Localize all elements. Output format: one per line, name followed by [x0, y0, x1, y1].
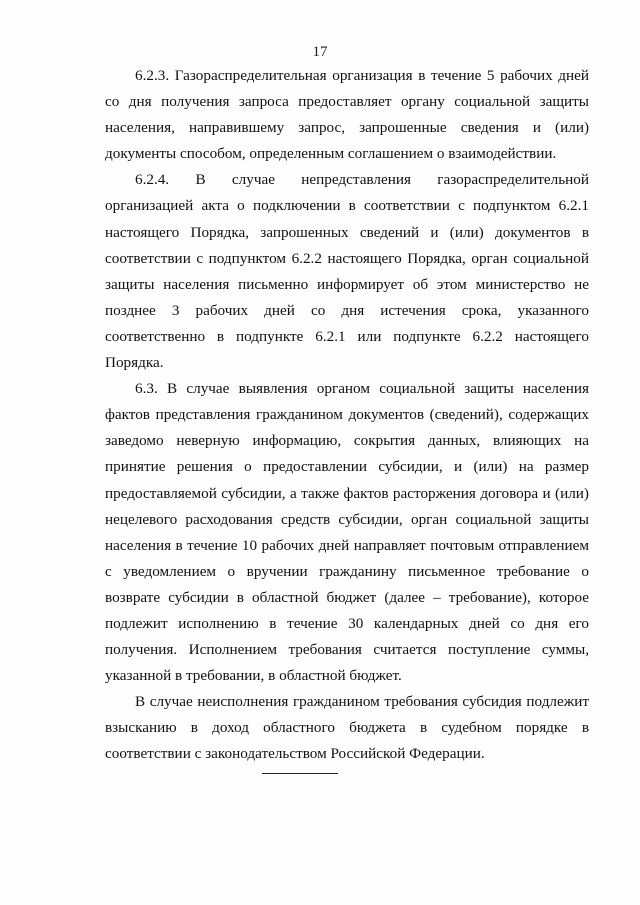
paragraph-6-2-3: 6.2.3. Газораспределительная организация в течение 5 рабочих дней со дня получения запроса предоставляет органу социальной защиты населения, направившему запрос, запрошенные сведения и (или) документы способом, определенным соглашением о взаимодействии.: [105, 67, 589, 163]
document-body: [105, 63, 589, 768]
paragraph-non-compliance: В случае неисполнения гражданином требования субсидия подлежит взысканию в доход областного бюджета в судебном порядке в соответствии с законодательством Российской Федерации.: [105, 693, 589, 763]
end-of-document-rule: [262, 773, 338, 774]
paragraph-6-3: 6.3. В случае выявления органом социальной защиты населения фактов представления гражданином документов (сведений), содержащих заведомо неверную информацию, сокрытия данных, влияющих на принятие решения о предоставлении субсидии, и (или) на размер предоставляемой субсидии, а также фактов расторжения договора и (или) нецелевого расходования средств субсидии, орган социальной защиты населения в течение 10 рабочих дней направляет почтовым отправлением с уведомлением о вручении гражданину письменное требование о возврате субсидии в областной бюджет (далее – требование), которое подлежит исполнению в течение 30 календарных дней со дня его получения. Исполнением требования считается поступление суммы, указанной в требовании, в областной бюджет.: [105, 380, 589, 685]
paragraph-6-2-4: 6.2.4. В случае непредставления газораспределительной организацией акта о подключении в соответствии с подпунктом 6.2.1 настоящего Порядка, запрошенных сведений и (или) документов в соответствии с подпунктом 6.2.2 настоящего Порядка, орган социальной защиты населения письменно информирует об этом министерство не позднее 3 рабочих дней со дня истечения срока, указанного соответственно в подпункте 6.2.1 или подпункте 6.2.2 настоящего Порядка.: [105, 171, 589, 372]
page-number: 17: [312, 44, 328, 60]
